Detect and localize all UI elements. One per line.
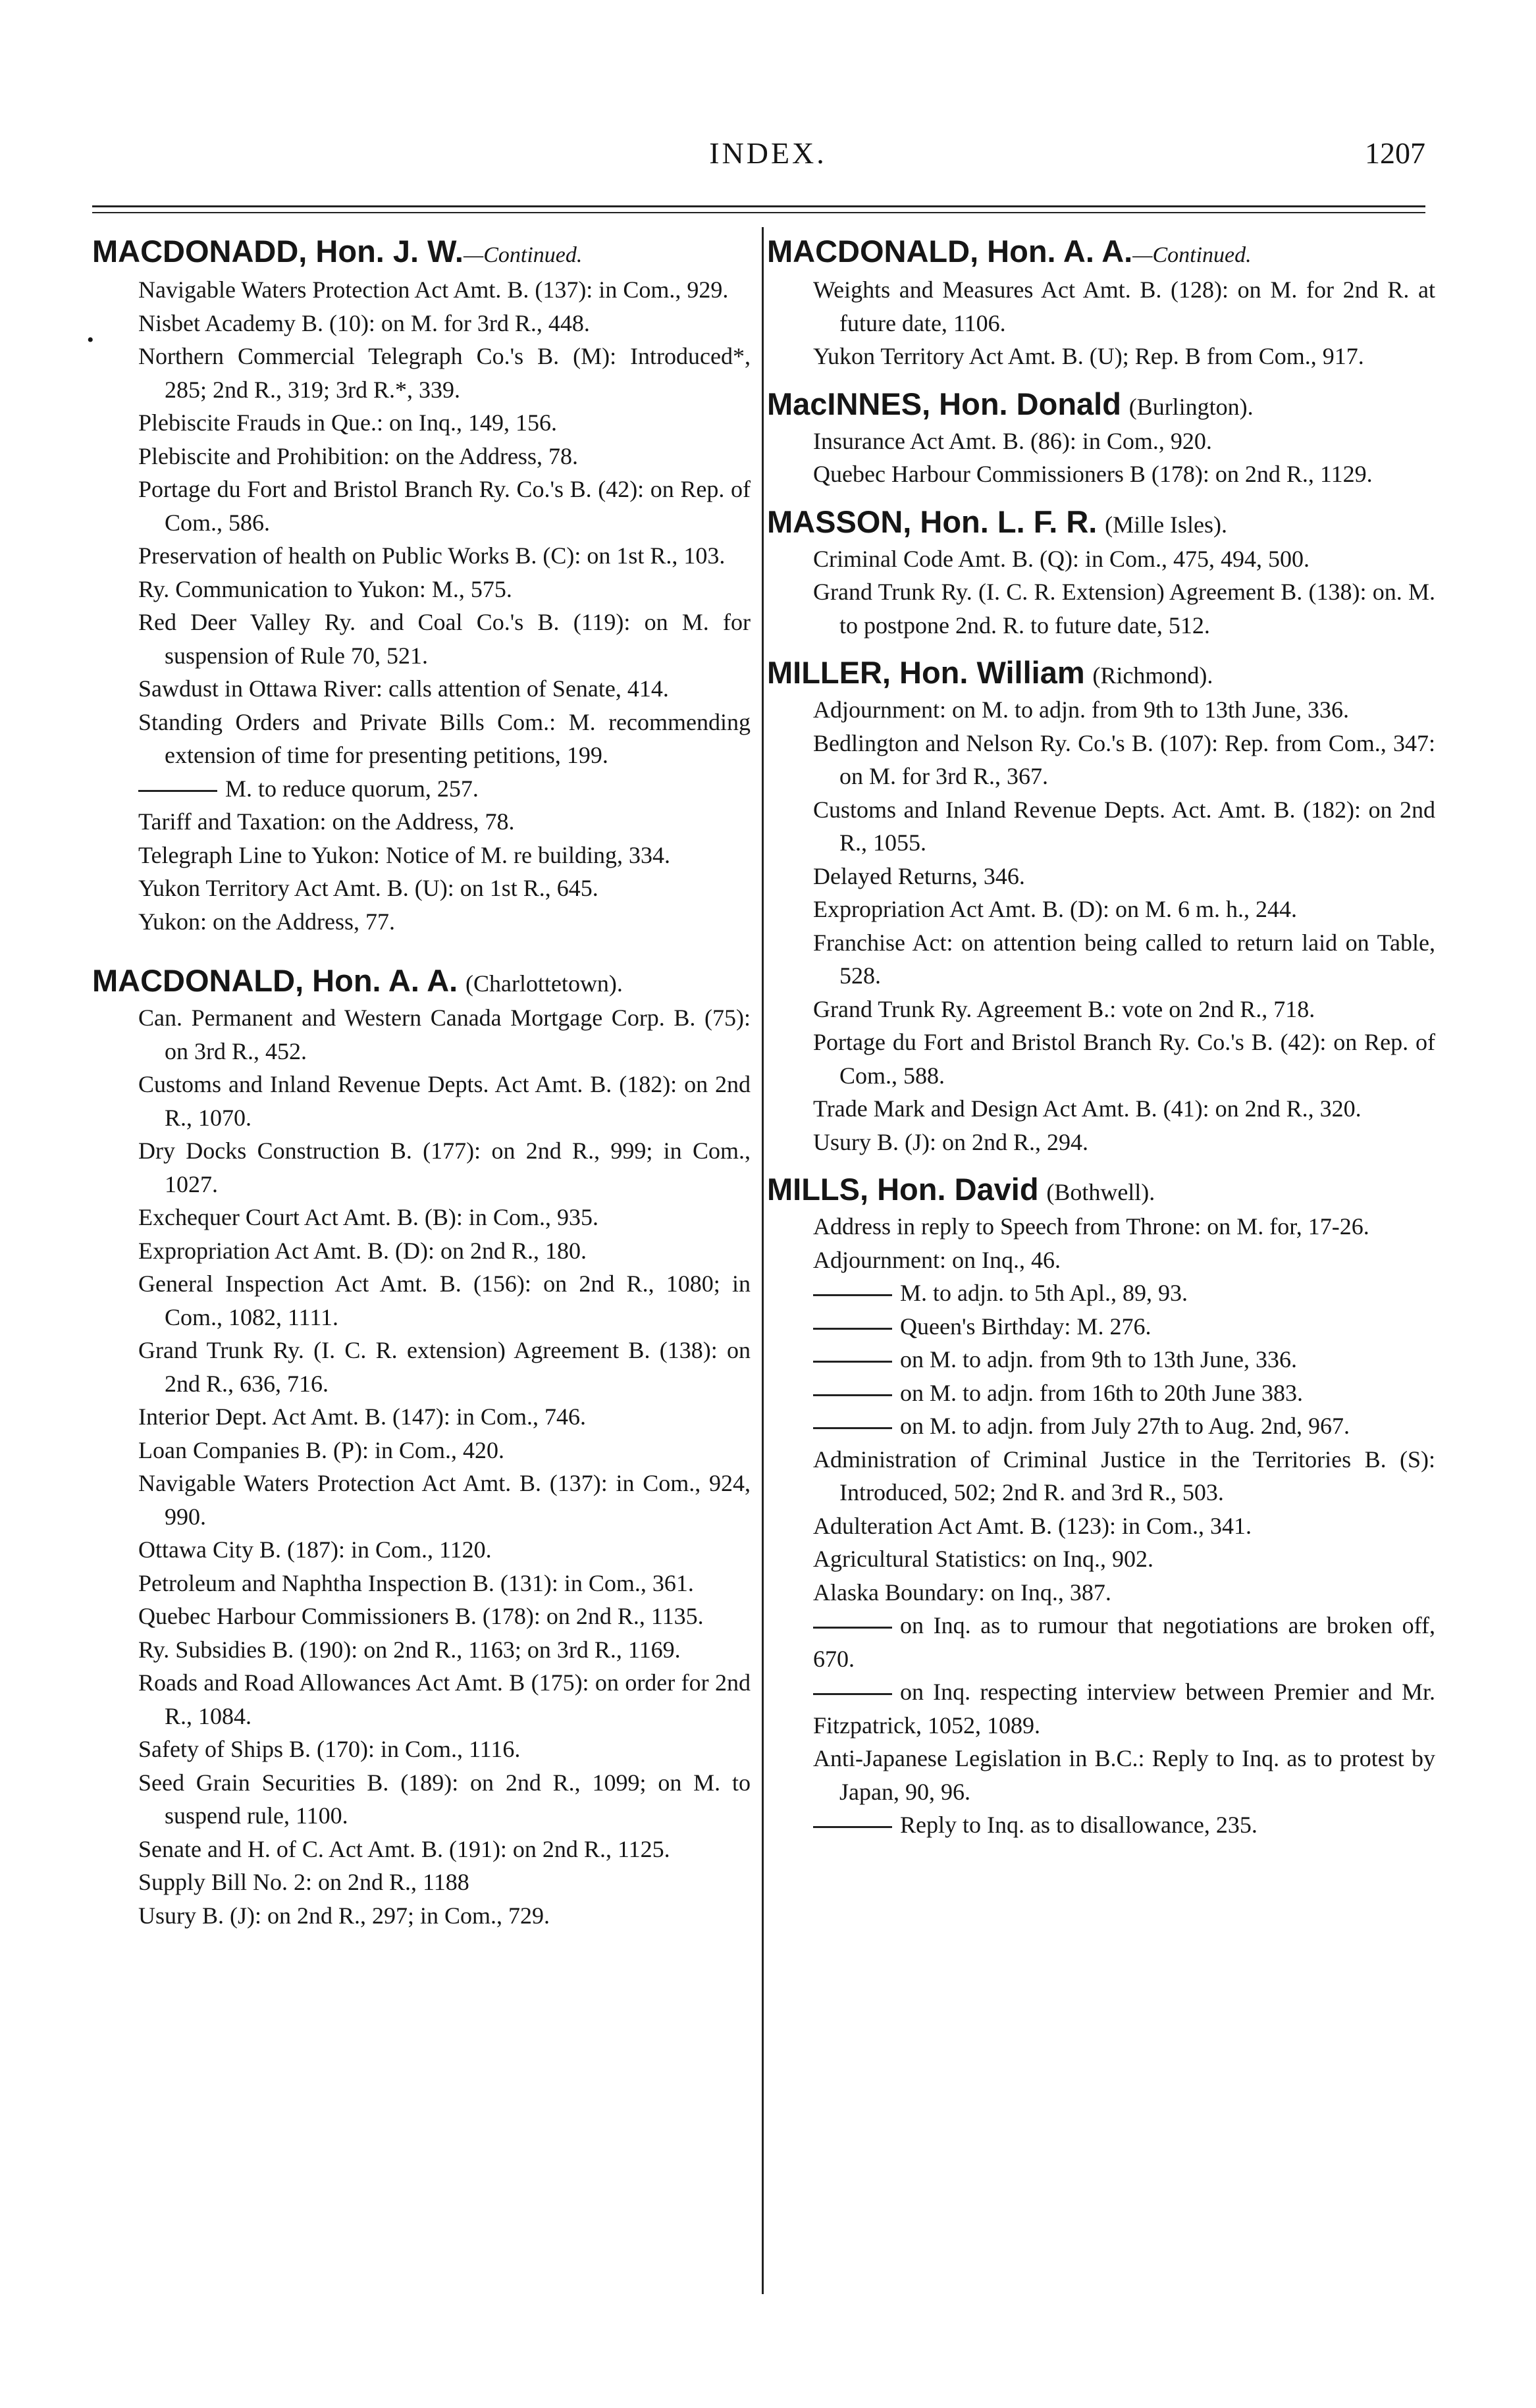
sub-entry: Adjournment: on M. to adjn. from 9th to 13th June, 336. — [813, 696, 1349, 723]
entry-gap — [767, 1159, 1435, 1172]
sub-entry: Nisbet Academy B. (10): on M. for 3rd R., 448. — [138, 309, 590, 336]
sub-entry-continuation: on Inq. as to rumour that negotiations are broken off, 670. — [767, 1609, 1435, 1675]
sub-entry: Senate and H. of C. Act Amt. B. (191): on 2nd R., 1125. — [138, 1835, 670, 1862]
header-rule-top — [92, 205, 1425, 207]
entry-place: (Bothwell). — [1046, 1179, 1155, 1205]
index-entry — [92, 234, 751, 938]
entry-gap — [767, 373, 1435, 386]
sub-entry: Navigable Waters Protection Act Amt. B. (137): in Com., 924, 990. — [138, 1470, 751, 1530]
sub-entry: Navigable Waters Protection Act Amt. B. (137): in Com., 929. — [138, 276, 729, 303]
entry-place: (Richmond). — [1092, 662, 1213, 689]
sub-entry: Adjournment: on Inq., 46. — [813, 1246, 1061, 1273]
sub-entry: Weights and Measures Act Amt. B. (128): on M. for 2nd R. at future date, 1106. — [813, 276, 1435, 336]
sub-entry: Trade Mark and Design Act Amt. B. (41): on 2nd R., 320. — [813, 1095, 1362, 1122]
running-head — [0, 132, 1536, 184]
sub-entry: Alaska Boundary: on Inq., 387. — [813, 1579, 1111, 1606]
sub-entry: Loan Companies B. (P): in Com., 420. — [138, 1436, 504, 1463]
sub-entry: Supply Bill No. 2: on 2nd R., 1188 — [138, 1869, 469, 1895]
sub-entry: Yukon Territory Act Amt. B. (U): on 1st R., 645. — [138, 875, 598, 901]
sub-entry: Yukon: on the Address, 77. — [138, 908, 395, 935]
index-entry — [767, 386, 1435, 491]
index-entry — [92, 963, 751, 1932]
page-title: INDEX. — [709, 136, 827, 170]
sub-entry: Grand Trunk Ry. (I. C. R. extension) Agreement B. (138): on 2nd R., 636, 716. — [138, 1337, 751, 1397]
column-divider — [762, 227, 764, 2294]
sub-entry: Sawdust in Ottawa River: calls attention of Senate, 414. — [138, 675, 669, 702]
sub-entry: Tariff and Taxation: on the Address, 78. — [138, 808, 515, 835]
sub-entry: Safety of Ships B. (170): in Com., 1116. — [138, 1736, 521, 1762]
sub-entry: Can. Permanent and Western Canada Mortgage Corp. B. (75): on 3rd R., 452. — [138, 1005, 751, 1064]
sub-entry: Plebiscite and Prohibition: on the Address, 78. — [138, 442, 578, 469]
index-entry — [767, 234, 1435, 373]
entry-place: (Burlington). — [1128, 393, 1254, 420]
sub-entry-continuation: on Inq. respecting interview between Premier and Mr. Fitzpatrick, 1052, 1089. — [767, 1675, 1435, 1742]
sub-entry: Dry Docks Construction B. (177): on 2nd R., 999; in Com., 1027. — [138, 1138, 751, 1197]
sub-entry: Agricultural Statistics: on Inq., 902. — [813, 1546, 1153, 1572]
entry-heading — [767, 234, 1435, 273]
sub-entry: Quebec Harbour Commissioners B. (178): on 2nd R., 1135. — [138, 1603, 704, 1629]
entry-gap — [767, 642, 1435, 655]
sub-entry-continuation: on M. to adjn. from 16th to 20th June 383. — [767, 1376, 1435, 1410]
sub-entry: Yukon Territory Act Amt. B. (U); Rep. B from Com., 917. — [813, 343, 1364, 369]
entry-continued: —Continued. — [463, 243, 583, 267]
sub-entry: Customs and Inland Revenue Depts. Act. Amt. B. (182): on 2nd R., 1055. — [813, 796, 1435, 856]
sub-entry: Usury B. (J): on 2nd R., 297; in Com., 729. — [138, 1902, 550, 1929]
sub-entry-continuation: Reply to Inq. as to disallowance, 235. — [767, 1808, 1435, 1842]
entry-heading — [767, 386, 1435, 425]
sub-entry: Criminal Code Amt. B. (Q): in Com., 475, 494, 500. — [813, 545, 1310, 572]
sub-entry: Portage du Fort and Bristol Branch Ry. Co.'s B. (42): on Rep. of Com., 586. — [138, 476, 751, 536]
entry-place: (Charlottetown). — [465, 970, 623, 997]
entry-heading — [767, 504, 1435, 542]
entry-gap — [767, 491, 1435, 504]
entry-place: (Mille Isles). — [1105, 511, 1228, 538]
index-entry — [767, 1172, 1435, 1842]
sub-entry: Ottawa City B. (187): in Com., 1120. — [138, 1536, 492, 1563]
page-number: 1207 — [1365, 136, 1425, 170]
entry-heading — [92, 234, 751, 273]
entry-name: MacINNES, Hon. Donald — [767, 386, 1121, 421]
sub-entry: Administration of Criminal Justice in the Territories B. (S): Introduced, 502; 2nd R. and 3rd R., 503. — [813, 1446, 1435, 1505]
right-column — [767, 234, 1435, 1842]
sub-entry: Insurance Act Amt. B. (86): in Com., 920. — [813, 427, 1212, 454]
entry-name: MILLS, Hon. David — [767, 1172, 1039, 1207]
sub-entry-continuation: on M. to adjn. from 9th to 13th June, 336. — [767, 1343, 1435, 1376]
sub-entry-continuation: on M. to adjn. from July 27th to Aug. 2nd, 967. — [767, 1409, 1435, 1443]
sub-entry: Telegraph Line to Yukon: Notice of M. re building, 334. — [138, 841, 670, 868]
sub-entry: Standing Orders and Private Bills Com.: M. recommending extension of time for presenting petitions, 199. — [138, 708, 751, 768]
sub-entry: Expropriation Act Amt. B. (D): on M. 6 m. h., 244. — [813, 896, 1297, 922]
sub-entry-continuation: M. to reduce quorum, 257. — [92, 772, 751, 806]
entry-name: MILLER, Hon. William — [767, 655, 1085, 690]
sub-entry: Grand Trunk Ry. (I. C. R. Extension) Agreement B. (138): on. M. to postpone 2nd. R. to future date, 512. — [813, 579, 1435, 639]
sub-entry: Anti-Japanese Legislation in B.C.: Reply to Inq. as to protest by Japan, 90, 96. — [813, 1745, 1435, 1805]
sub-entry-continuation: M. to adjn. to 5th Apl., 89, 93. — [767, 1276, 1435, 1310]
sub-entry: Northern Commercial Telegraph Co.'s B. (M): Introduced*, 285; 2nd R., 319; 3rd R.*, 339. — [138, 343, 751, 403]
sub-entry: Adulteration Act Amt. B. (123): in Com., 341. — [813, 1512, 1252, 1539]
sub-entry: Red Deer Valley Ry. and Coal Co.'s B. (119): on M. for suspension of Rule 70, 521. — [138, 609, 751, 669]
sub-entry: Plebiscite Frauds in Que.: on Inq., 149, 156. — [138, 409, 557, 436]
entry-continued: —Continued. — [1132, 243, 1252, 267]
index-entry — [767, 655, 1435, 1159]
margin-mark: • — [87, 329, 94, 351]
sub-entry: Usury B. (J): on 2nd R., 294. — [813, 1128, 1089, 1155]
sub-entry: Address in reply to Speech from Throne: on M. for, 17-26. — [813, 1213, 1369, 1240]
sub-entry: Quebec Harbour Commissioners B (178): on 2nd R., 1129. — [813, 461, 1373, 487]
sub-entry: Preservation of health on Public Works B. (C): on 1st R., 103. — [138, 542, 726, 569]
index-entry — [767, 504, 1435, 642]
sub-entry: Ry. Communication to Yukon: M., 575. — [138, 575, 512, 602]
sub-entry: Franchise Act: on attention being called to return laid on Table, 528. — [813, 929, 1435, 989]
sub-entry: Roads and Road Allowances Act Amt. B (175): on order for 2nd R., 1084. — [138, 1669, 751, 1729]
sub-entry-continuation: Queen's Birthday: M. 276. — [767, 1310, 1435, 1344]
sub-entry: Customs and Inland Revenue Depts. Act Amt. B. (182): on 2nd R., 1070. — [138, 1071, 751, 1131]
entry-name: MACDONALD, Hon. A. A. — [92, 963, 458, 998]
sub-entry: Petroleum and Naphtha Inspection B. (131): in Com., 361. — [138, 1569, 694, 1596]
entry-name: MACDONALD, Hon. A. A. — [767, 234, 1133, 269]
sub-entry: Exchequer Court Act Amt. B. (B): in Com., 935. — [138, 1204, 598, 1230]
sub-entry: Delayed Returns, 346. — [813, 862, 1025, 889]
entry-heading — [767, 1172, 1435, 1210]
sub-entry: Grand Trunk Ry. Agreement B.: vote on 2nd R., 718. — [813, 995, 1315, 1022]
entry-name: MASSON, Hon. L. F. R. — [767, 504, 1098, 539]
sub-entry: Seed Grain Securities B. (189): on 2nd R., 1099; on M. to suspend rule, 1100. — [138, 1769, 751, 1829]
sub-entry: General Inspection Act Amt. B. (156): on 2nd R., 1080; in Com., 1082, 1111. — [138, 1270, 751, 1330]
entry-heading — [767, 655, 1435, 693]
sub-entry: Expropriation Act Amt. B. (D): on 2nd R., 180. — [138, 1237, 587, 1264]
sub-entry: Interior Dept. Act Amt. B. (147): in Com., 746. — [138, 1403, 586, 1430]
entry-gap — [92, 938, 751, 963]
header-rule-bottom — [92, 212, 1425, 213]
sub-entry: Ry. Subsidies B. (190): on 2nd R., 1163; on 3rd R., 1169. — [138, 1636, 681, 1663]
sub-entry: Portage du Fort and Bristol Branch Ry. Co.'s B. (42): on Rep. of Com., 588. — [813, 1029, 1435, 1089]
entry-name: MACDONADD, Hon. J. W. — [92, 234, 463, 269]
left-column — [92, 234, 751, 1932]
sub-entry: Bedlington and Nelson Ry. Co.'s B. (107): Rep. from Com., 347: on M. for 3rd R., 367. — [813, 729, 1435, 789]
entry-heading — [92, 963, 751, 1001]
